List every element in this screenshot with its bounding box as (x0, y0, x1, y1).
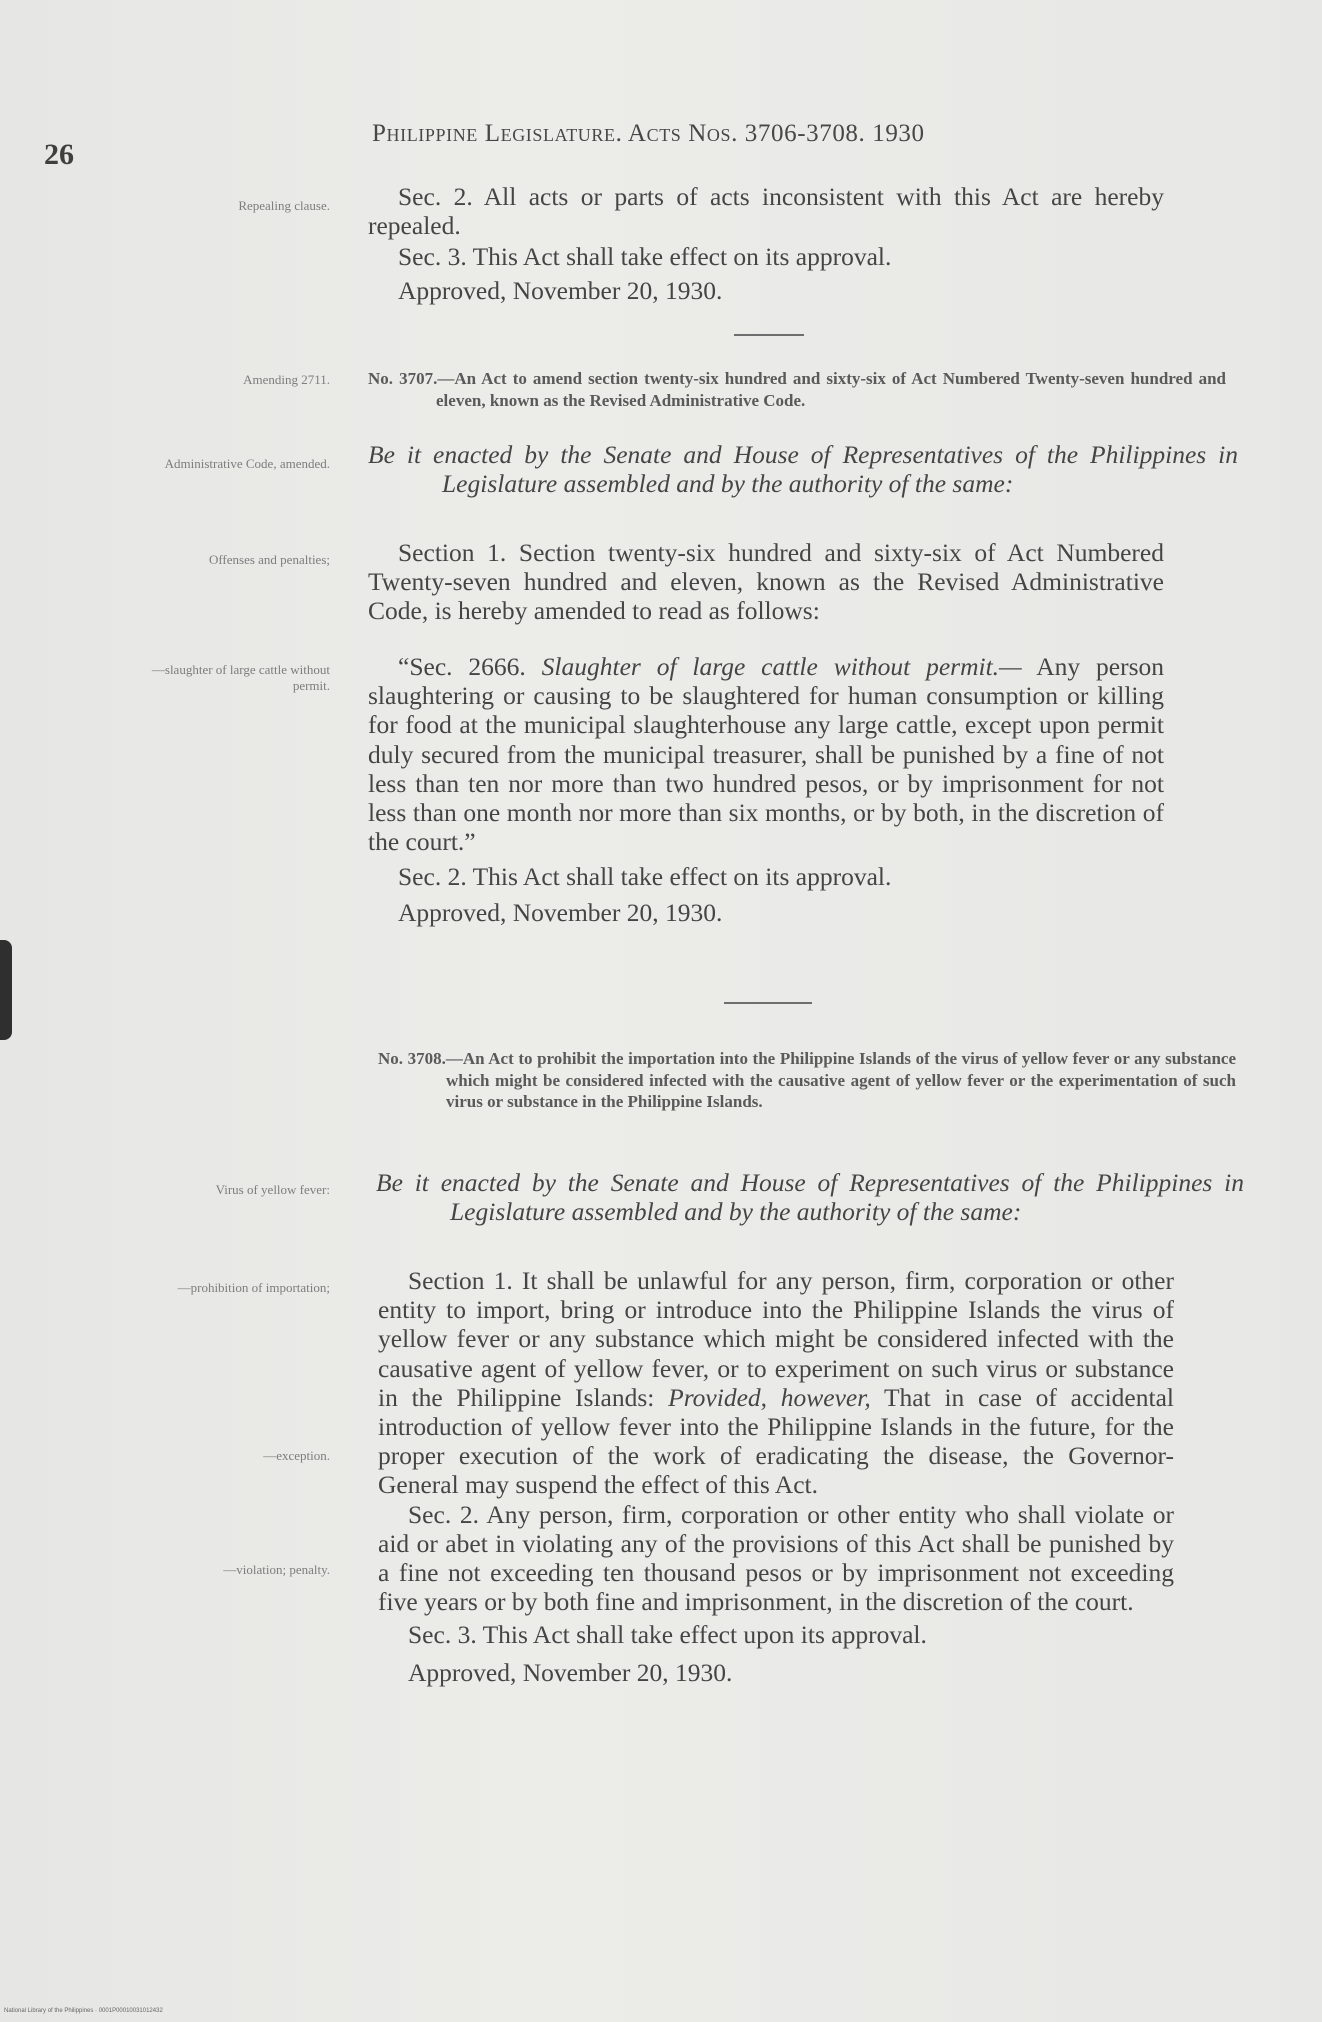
margin-note-prohibition: —prohibition of importation; (177, 1280, 330, 1295)
margin-note-slaughter: —slaughter of large cattle without permit. (151, 662, 330, 693)
margin-note-offenses: Offenses and penalties; (208, 552, 330, 567)
sec2666-number: “Sec. 2666. (398, 652, 542, 681)
act3707-title: No. 3707.—An Act to amend section twenty-six hundred and sixty-six of Act Numbered Twenty-seven hundred and eleven, known as the Revised Administrative Code. (368, 369, 1226, 410)
act3708-sec2: Sec. 2. Any person, firm, corporation or other entity who shall violate or aid or abet in violating any of the provisions of this Act shall be punished by a fine not exceeding ten thousand pesos or by imprisonment not exceeding five years or by both fine and imprisonment, in the discretion of the court. (378, 1499, 1174, 1617)
margin-note-violation: —violation; penalty. (223, 1562, 330, 1577)
act3706-approved: Approved, November 20, 1930. (398, 275, 723, 305)
act3707-sec2: Sec. 2. This Act shall take effect on its approval. (398, 862, 892, 892)
act3708-body (378, 1266, 1174, 1687)
section-divider (734, 334, 804, 336)
act3707-section1: Section 1. Section twenty-six hundred and sixty-six of Act Numbered Twenty-seven hundred and eleven, known as the Revised Administrative Code, is hereby amended to read as follows: (368, 538, 1164, 626)
act3707-approved: Approved, November 20, 1930. (398, 897, 723, 927)
act3708-title: No. 3708.—An Act to prohibit the importation into the Philippine Islands of the virus of yellow fever or any substance which might be considered infected with the causative agent of yellow fever or the experimentation of such virus or substance in the Philippine Islands. (378, 1049, 1236, 1111)
provided-clause: Provided, however, (668, 1382, 871, 1412)
page-edge-shadow (0, 940, 12, 1040)
running-head: Philippine Legislature. Acts Nos. 3706-3708. 1930 (372, 120, 925, 147)
page-number: 26 (44, 138, 74, 171)
act3707-sec2666 (368, 652, 1164, 927)
act3706-sec2: Sec. 2. All acts or parts of acts inconsistent with this Act are hereby repealed. (368, 182, 1164, 241)
scan-footer: National Library of the Philippines · 0001P00010031012432 (4, 2008, 163, 2014)
sec2666-text: Any person slaughtering or causing to be slaughtered for human consumption or killing for food at the municipal slaughterhouse any large cattle, except upon permit duly secured from the municipal treasurer, shall be punished by a fine of not less than ten nor more than two hundred pesos, or by imprisonment for not less than one month nor more than six months, or by both, in the discretion of the court.” (368, 652, 1165, 857)
margin-note-admin-code: Administrative Code, amended. (164, 456, 330, 471)
act3708-approved: Approved, November 20, 1930. (408, 1657, 733, 1687)
section-divider (724, 1002, 812, 1004)
act3706-sec3: Sec. 3. This Act shall take effect on its approval. (398, 242, 892, 272)
margin-note-exception: —exception. (263, 1448, 330, 1463)
act3708-enacting-clause: Be it enacted by the Senate and House of Representatives of the Philippines in Legislature assembled and by the authority of the same: (376, 1168, 1244, 1227)
act3708-sec3: Sec. 3. This Act shall take effect upon its approval. (408, 1620, 927, 1650)
sec2666-title: Slaughter of large cattle without permit.— (541, 652, 1022, 681)
margin-note-repealing: Repealing clause. (238, 198, 330, 213)
act3707-enacting-clause: Be it enacted by the Senate and House of Representatives of the Philippines in Legislature assembled and by the authority of the same: (368, 440, 1238, 499)
act3708-section1: Section 1. It shall be unlawful for any person, firm, corporation or other entity to import, bring or introduce into the Philippine Islands the virus of yellow fever or any substance which might be considered infected with the causative agent of yellow fever, or to experiment on such virus or substance in the Philippine Islands: Provided, however, That in case of accidental introduction of yellow fever into the Philippine Islands in the future, for the proper execution of the work of eradicating the disease, the Governor-General may suspend the effect of this Act. (378, 1266, 1174, 1500)
margin-note-amending: Amending 2711. (243, 372, 330, 387)
margin-note-virus: Virus of yellow fever: (215, 1182, 330, 1197)
act3706-tail-body (368, 182, 1164, 305)
